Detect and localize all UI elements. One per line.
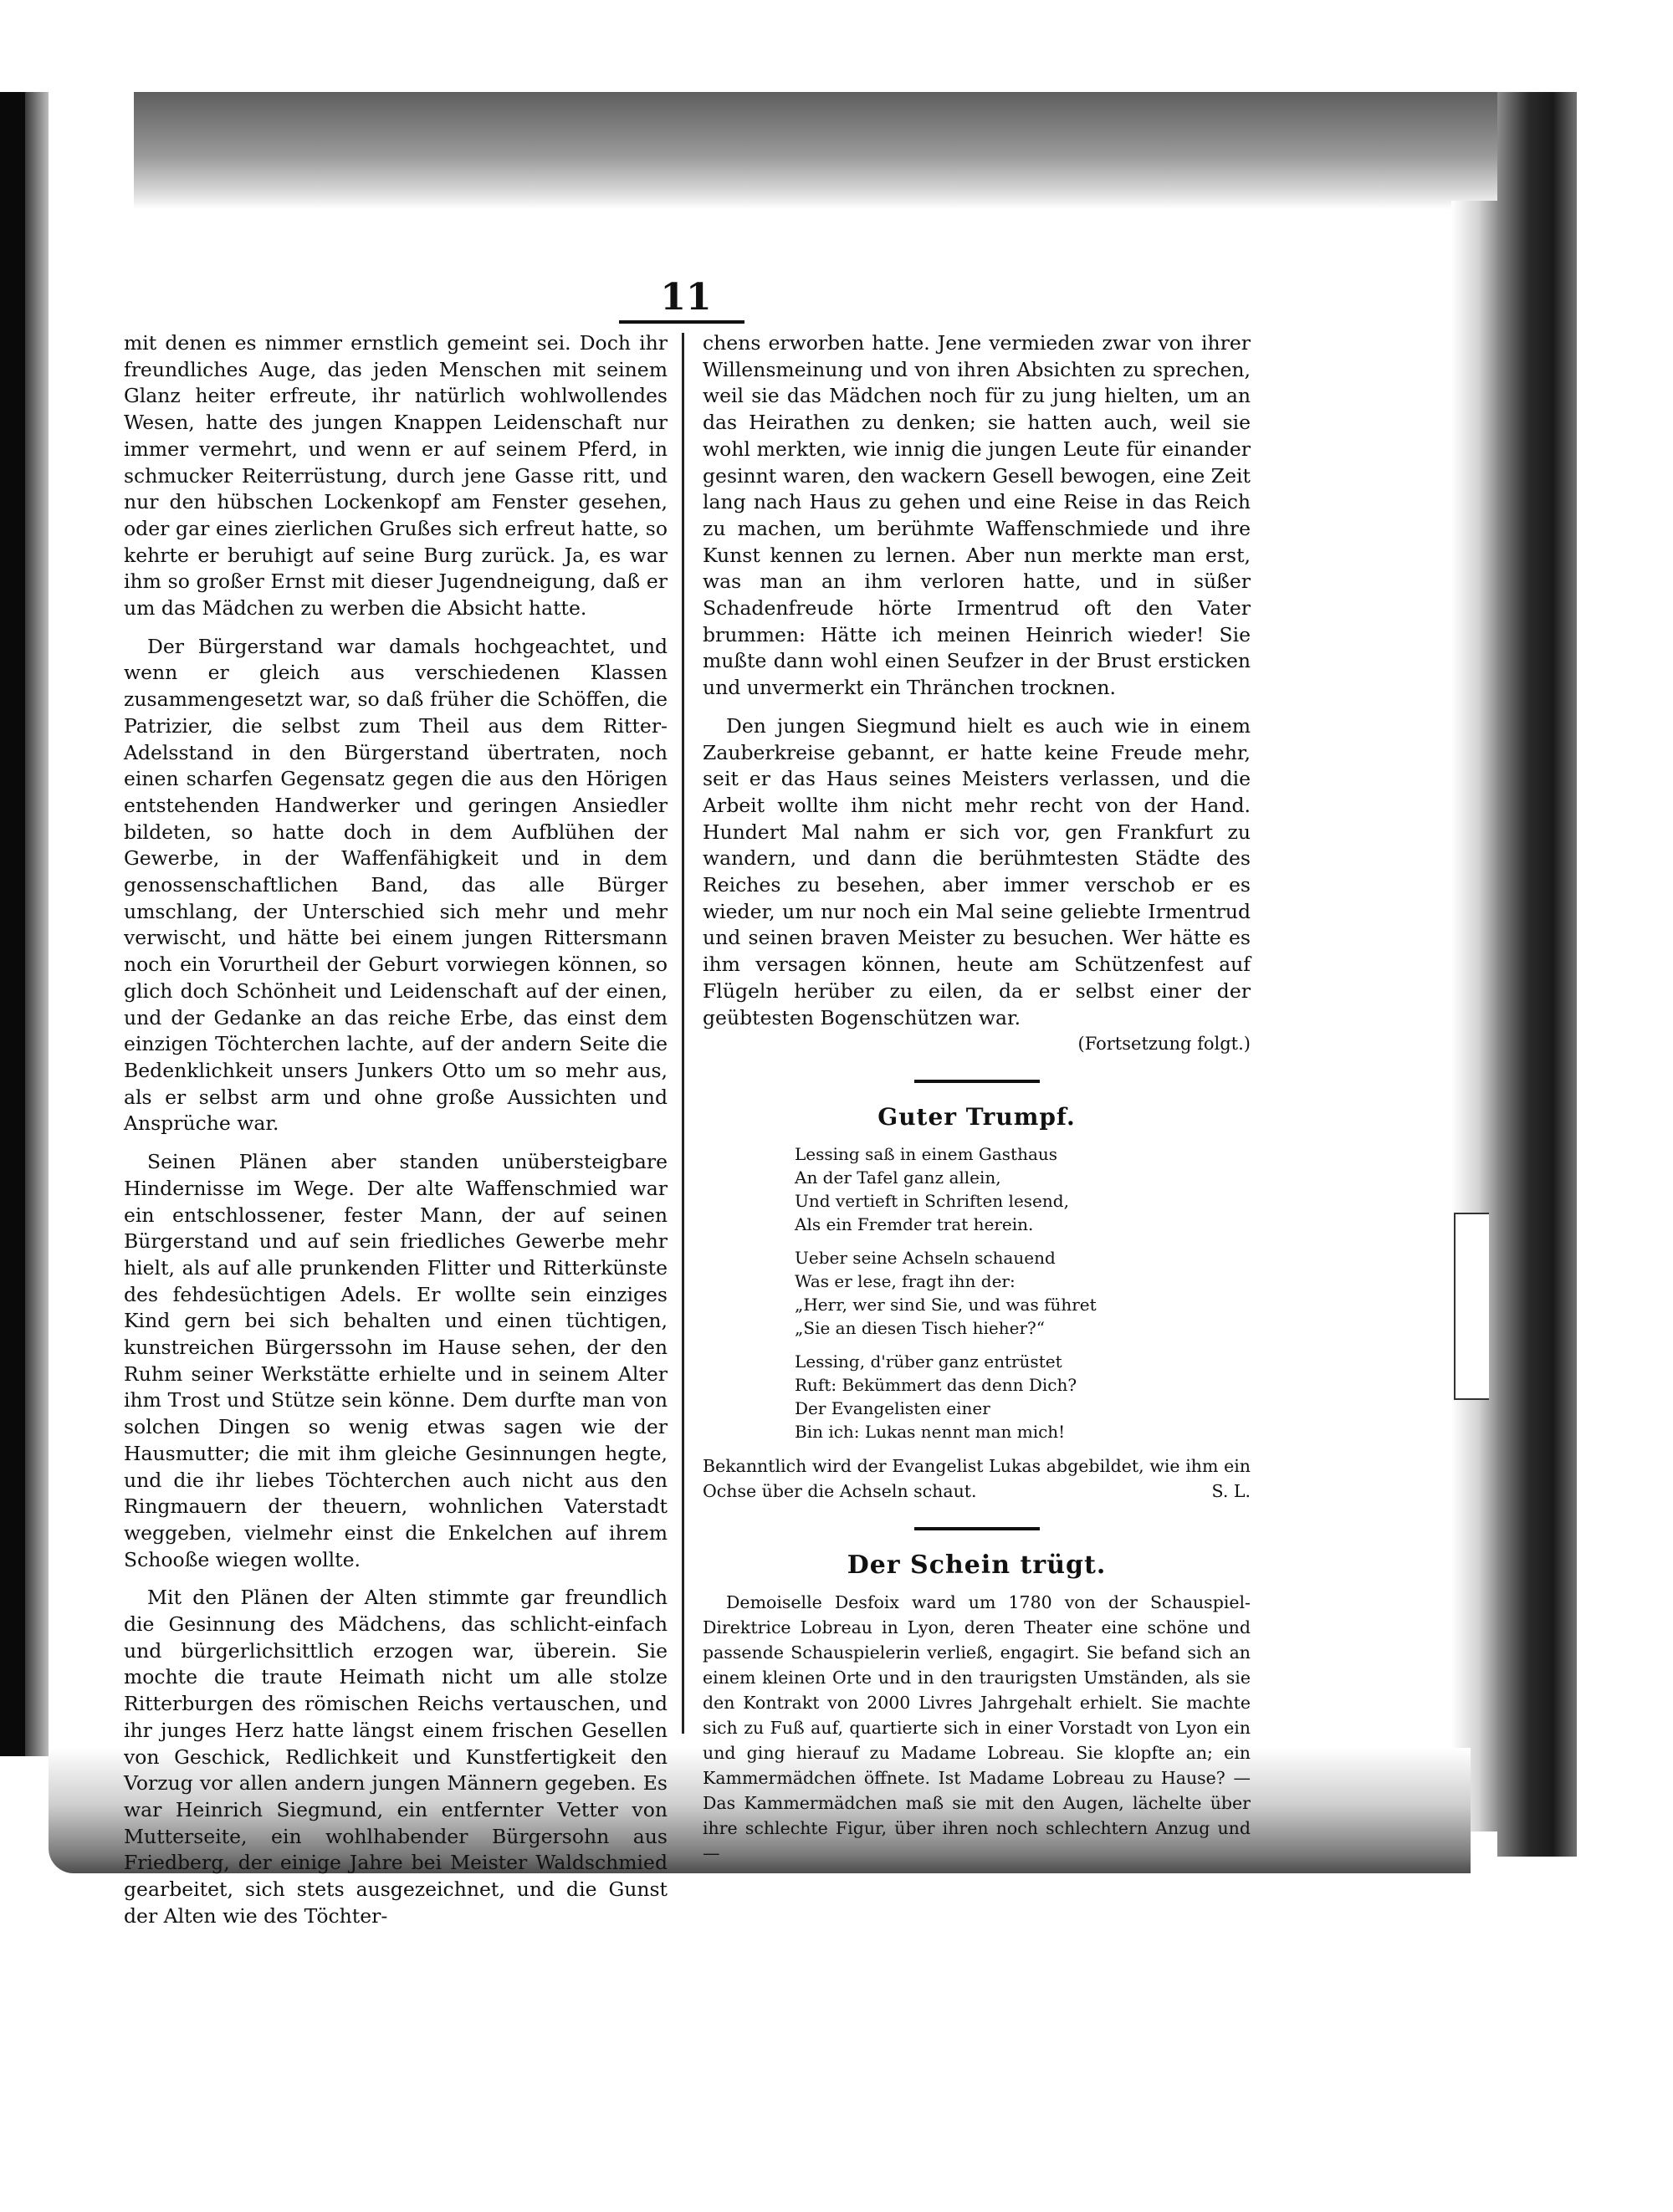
- scan-paper-tab: [1454, 1213, 1489, 1400]
- poem-footnote-text: Bekanntlich wird der Evangelist Lukas abgebildet, wie ihm ein Ochse über die Achseln schaut.: [703, 1456, 1251, 1502]
- poem-line: „Herr, wer sind Sie, und was führet: [795, 1295, 1097, 1315]
- continuation-note: (Fortsetzung folgt.): [1077, 1034, 1251, 1055]
- anecdote-text: Demoiselle Desfoix ward um 1780 von der Schauspiel-Direktrice Lobreau in Lyon, deren Theater eine schöne und passende Schauspielerin verließ, engagirt. Sie befand sich an einem kleinen Orte und in den traurigsten Umständen, als sie den Kontrakt von 2000 Livres Jahrgehalt erhielt. Sie machte sich zu Fuß auf, quartierte sich in einer Vorstadt von Lyon ein und ging hierauf zu Madame Lobreau. Sie klopfte an; ein Kammermädchen öffnete. Ist Madame Lobreau zu Hause? — Das Kammermädchen maß sie mit den Augen, lächelte über ihre schlechte Figur, über ihren noch schlechtern Anzug und —: [703, 1592, 1251, 1864]
- left-paragraph-2: Der Bürgerstand war damals hochgeachtet, und wenn er gleich aus verschiedenen Klassen zusammengesetzt war, so daß früher die Schöffen, die Patrizier, die selbst zum Theil aus dem Ritter-Adelsstand in den Bürgerstand übertraten, noch einen scharfen Gegensatz gegen die aus den Hörigen entstehenden Handwerker und geringen Ansiedler bildeten, so hatte doch in dem Aufblühen der Gewerbe, in der Waffenfähigkeit und in dem genossenschaftlichen Band, das alle Bürger umschlang, der Unterschied sich mehr und mehr verwischt, und hätte bei einem jungen Rittersmann noch ein Vorurtheil der Geburt vorwiegen können, so glich doch Schönheit und Leidenschaft auf der einen, und der Gedanke an das reiche Erbe, das einst dem einzigen Töchterchen lachte, auf der andern Seite die Bedenklichkeit unsers Junkers Otto um so mehr aus, als er selbst arm und ohne große Aussichten und Ansprüche war.: [124, 634, 668, 1136]
- right-paragraph-1: chens erworben hatte. Jene vermieden zwar von ihrer Willensmeinung und von ihren Absichten zu sprechen, weil sie das Mädchen noch für zu jung hielten, um an das Heirathen zu denken; sie hatten auch, weil sie wohl merkten, wie innig die jungen Leute für einander gesinnt waren, den wackern Gesell bewogen, eine Zeit lang nach Haus zu gehen und eine Reise in das Reich zu machen, um berühmte Waffenschmiede und ihre Kunst kennen zu lernen. Aber nun merkte man erst, was man an ihm verloren hatte, und in süßer Schadenfreude hörte Irmentrud oft den Vater brummen: Hätte ich meinen Heinrich wieder! Sie mußte dann wohl einen Seufzer in der Brust ersticken und unvermerkt ein Thränchen trocknen.: [703, 331, 1251, 700]
- scan-left-border: [0, 92, 25, 1756]
- page-number: 11: [660, 276, 712, 319]
- poem-line: Ueber seine Achseln schauend: [795, 1248, 1056, 1269]
- poem-stanza: [795, 1142, 1251, 1236]
- poem-line: Der Evangelisten einer: [795, 1398, 990, 1419]
- right-paragraph-2: Den jungen Siegmund hielt es auch wie in einem Zauberkreise gebannt, er hatte keine Freude mehr, seit er das Haus seines Meisters verlassen, und die Arbeit wollte ihm nicht mehr recht von der Hand. Hundert Mal nahm er sich vor, gen Frankfurt zu wandern, und dann die berühmtesten Städte des Reiches zu besehen, aber immer verschob er es wieder, um nur noch ein Mal seine geliebte Irmentrud und seinen braven Meister zu besuchen. Wer hätte es ihm versagen können, heute am Schützenfest auf Flügeln herüber zu eilen, da er selbst einer der geübtesten Bogenschützen war.: [703, 713, 1251, 1029]
- left-paragraph-4: Mit den Plänen der Alten stimmte gar freundlich die Gesinnung des Mädchens, das schlicht-einfach und bürgerlichsittlich erzogen war, überein. Sie mochte die traute Heimath nicht um alle stolze Ritterburgen des römischen Reichs vertauschen, und ihr junges Herz hatte längst einem frischen Gesellen von Geschick, Redlichkeit und Kunstfertigkeit den Vorzug vor allen andern jungen Männern gegeben. Es war Heinrich Siegmund, ein entfernter Vetter von Mutterseite, ein wohlhabender Bürgersohn aus Friedberg, der einige Jahre bei Meister Waldschmied gearbeitet, sich stets ausgezeichnet, und die Gunst der Alten wie des Töchter-: [124, 1586, 668, 1928]
- scan-book-edge: [1497, 92, 1577, 1857]
- poem-signature: S. L.: [1211, 1481, 1251, 1502]
- column-divider: [682, 333, 684, 1734]
- poem-line: Lessing saß in einem Gasthaus: [795, 1144, 1058, 1165]
- poem-stanza: [795, 1350, 1251, 1443]
- poem-line: Und vertieft in Schriften lesend,: [795, 1191, 1069, 1212]
- poem: [795, 1142, 1251, 1443]
- left-paragraph-3: Seinen Plänen aber standen unübersteigbare Hindernisse im Wege. Der alte Waffenschmied war ein entschlossener, fester Mann, der auf seinen Bürgerstand und auf sein friedliches Gewerbe mehr hielt, als auf alle prunkenden Flitter und Ritterkünste des fehdesüchtigen Adels. Er wollte sein einziges Kind gern bei sich behalten und einen tüchtigen, kunstreichen Bürgerssohn im Hause sehen, der den Ruhm seiner Werkstätte erhielte und in seinem Alter ihm Trost und Stütze sein könne. Dem durfte man von solchen Dingen so wenig etwas sagen wie der Hausmutter; die mit ihm gleiche Gesinnungen hegte, und die ihr liebes Töchterchen auch nicht aus den Ringmauern der theuern, wohnlichen Vaterstadt weggeben, vielmehr einst die Enkelchen auf ihrem Schooße wiegen wollte.: [124, 1150, 668, 1571]
- scan-top-shadow: [134, 92, 1548, 209]
- poem-line: An der Tafel ganz allein,: [795, 1167, 1001, 1188]
- poem-line: „Sie an diesen Tisch hieher?“: [795, 1318, 1045, 1339]
- scan-spine-shadow: [25, 92, 49, 1756]
- left-column: [124, 330, 668, 1929]
- left-paragraph-1: mit denen es nimmer ernstlich gemeint sei. Doch ihr freundliches Auge, das jeden Menschen mit seinem Glanz heiter erfreute, ihr natürlich wohlwollendes Wesen, hatte des jungen Knappen Leidenschaft nur immer vermehrt, und wenn er auf seinem Pferd, in schmucker Reiterrüstung, durch jene Gasse ritt, und nur den hübschen Lockenkopf am Fenster gesehen, oder gar eines zierlichen Grußes sich erfreut hatte, so kehrte er beruhigt auf seine Burg zurück. Ja, es war ihm so großer Ernst mit dieser Jugendneigung, daß er um das Mädchen zu werben die Absicht hatte.: [124, 331, 668, 621]
- right-column: [703, 330, 1251, 1866]
- section-rule: [914, 1080, 1040, 1083]
- poem-line: Bin ich: Lukas nennt man mich!: [795, 1422, 1066, 1443]
- poem-line: Ruft: Bekümmert das denn Dich?: [795, 1375, 1077, 1396]
- poem-line: Als ein Fremder trat herein.: [795, 1214, 1034, 1235]
- poem-line: Was er lese, fragt ihn der:: [795, 1271, 1016, 1292]
- poem-title: Guter Trumpf.: [877, 1103, 1076, 1132]
- poem-line: Lessing, d'rüber ganz entrüstet: [795, 1351, 1062, 1372]
- poem-footnote: [703, 1453, 1251, 1504]
- scan-page-curl: [1451, 201, 1497, 1831]
- section-rule-2: [914, 1527, 1040, 1530]
- anecdote-title: Der Schein trügt.: [847, 1550, 1107, 1581]
- poem-stanza: [795, 1246, 1251, 1340]
- page-number-rule: [619, 320, 744, 324]
